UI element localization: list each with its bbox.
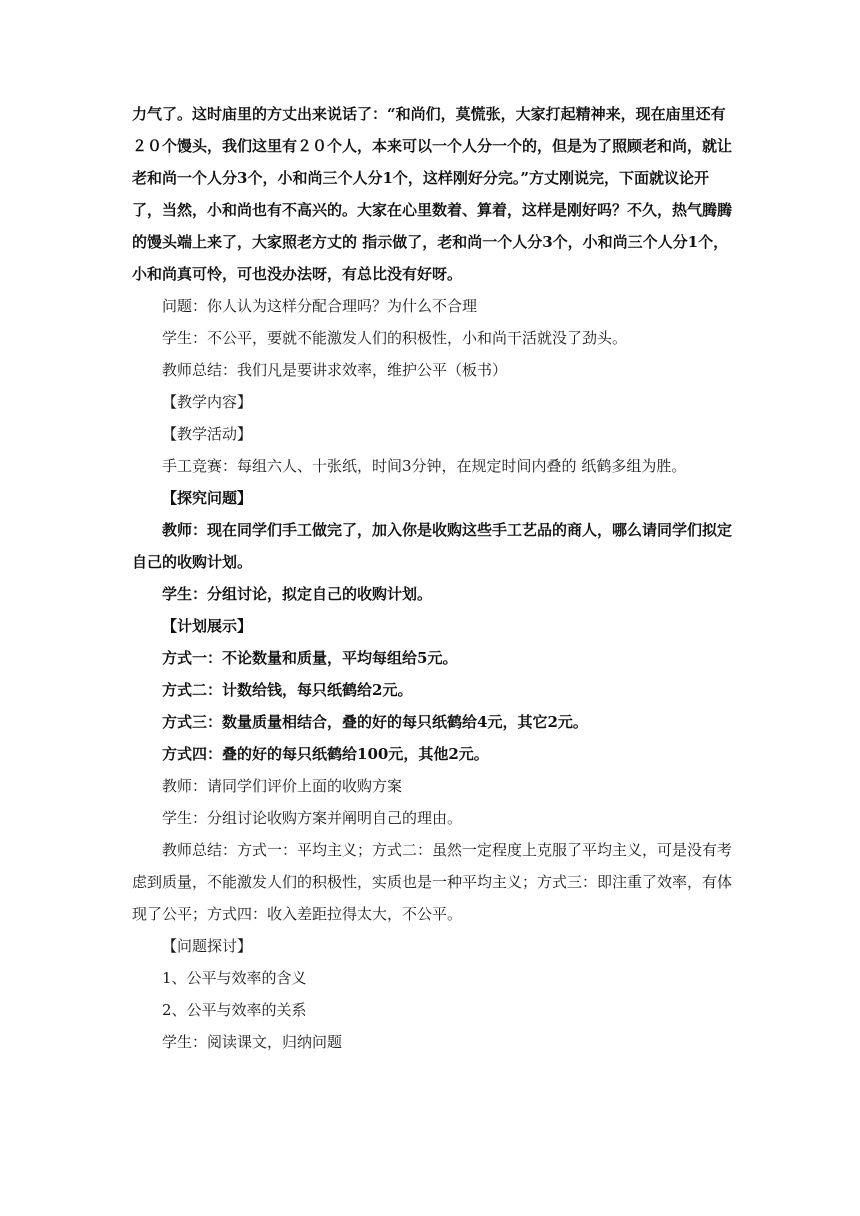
plan-option-4: 方式四：叠的好的每只纸鹤给100元，其他2元。 xyxy=(162,745,489,763)
teacher-conclusion-paragraph: 教师总结：方式一：平均主义；方式二：虽然一定程度上克服了平均主义，可是没有考虑到质量，不能激发人们的积极性，实质也是一种平均主义；方式三：即注重了效率，有体现了公平；方式四：收入差距拉得太大，不公平。 xyxy=(132,841,733,923)
plan-option-1: 方式一：不论数量和质量，平均每组给5元。 xyxy=(162,649,458,667)
section-heading-teaching-content: 【教学内容】 xyxy=(162,393,253,411)
student-answer-line: 学生：不公平，要就不能激发人们的积极性，小和尚干活就没了劲头。 xyxy=(162,329,628,347)
teacher-evaluate-line: 教师：请同学们评价上面的收购方案 xyxy=(162,777,403,795)
document-body xyxy=(132,98,732,1058)
section-heading-teaching-activity: 【教学活动】 xyxy=(162,425,253,443)
section-heading-inquiry: 【探究问题】 xyxy=(162,489,253,507)
student-discuss-line: 学生：分组讨论收购方案并阐明自己的理由。 xyxy=(162,809,463,827)
discussion-item-1: 1、公平与效率的含义 xyxy=(162,969,307,987)
discussion-item-2: 2、公平与效率的关系 xyxy=(162,1001,307,1019)
handcraft-contest-line: 手工竞赛：每组六人、十张纸，时间3分钟，在规定时间内叠的 纸鹤多组为胜。 xyxy=(162,457,687,475)
story-paragraph: 力气了。这时庙里的方丈出来说话了：“和尚们，莫慌张，大家打起精神来，现在庙里还有２０个馒头，我们这里有２０个人，本来可以一个人分一个的，但是为了照顾老和尚，就让老和尚一个人分3个，小和尚三个人分1个，这样刚好分完。”方丈刚说完，下面就议论开了，当然，小和尚也有不高兴的。大家在心里数着、算着，这样是刚好吗？不久，热气腾腾的馒头端上来了，大家照老方丈的 指示做了，老和尚一个人分3个，小和尚三个人分1个，小和尚真可怜，可也没办法呀，有总比没有好呀。 xyxy=(132,105,733,283)
section-heading-plan-display: 【计划展示】 xyxy=(162,617,253,635)
question-line: 问题：你人认为这样分配合理吗？为什么不合理 xyxy=(162,297,478,315)
plan-option-2: 方式二：计数给钱，每只纸鹤给2元。 xyxy=(162,681,413,699)
teacher-summary-line: 教师总结：我们凡是要讲求效率，维护公平（板书） xyxy=(162,361,508,379)
student-plan-line: 学生：分组讨论，拟定自己的收购计划。 xyxy=(162,585,433,603)
section-heading-problem-discussion: 【问题探讨】 xyxy=(162,937,253,955)
student-reading-line: 学生：阅读课文，归纳问题 xyxy=(162,1033,343,1051)
teacher-inquiry-paragraph: 教师：现在同学们手工做完了，加入你是收购这些手工艺品的商人，哪么请同学们拟定自己的收购计划。 xyxy=(132,521,733,571)
plan-option-3: 方式三：数量质量相结合，叠的好的每只纸鹤给4元，其它2元。 xyxy=(162,713,588,731)
